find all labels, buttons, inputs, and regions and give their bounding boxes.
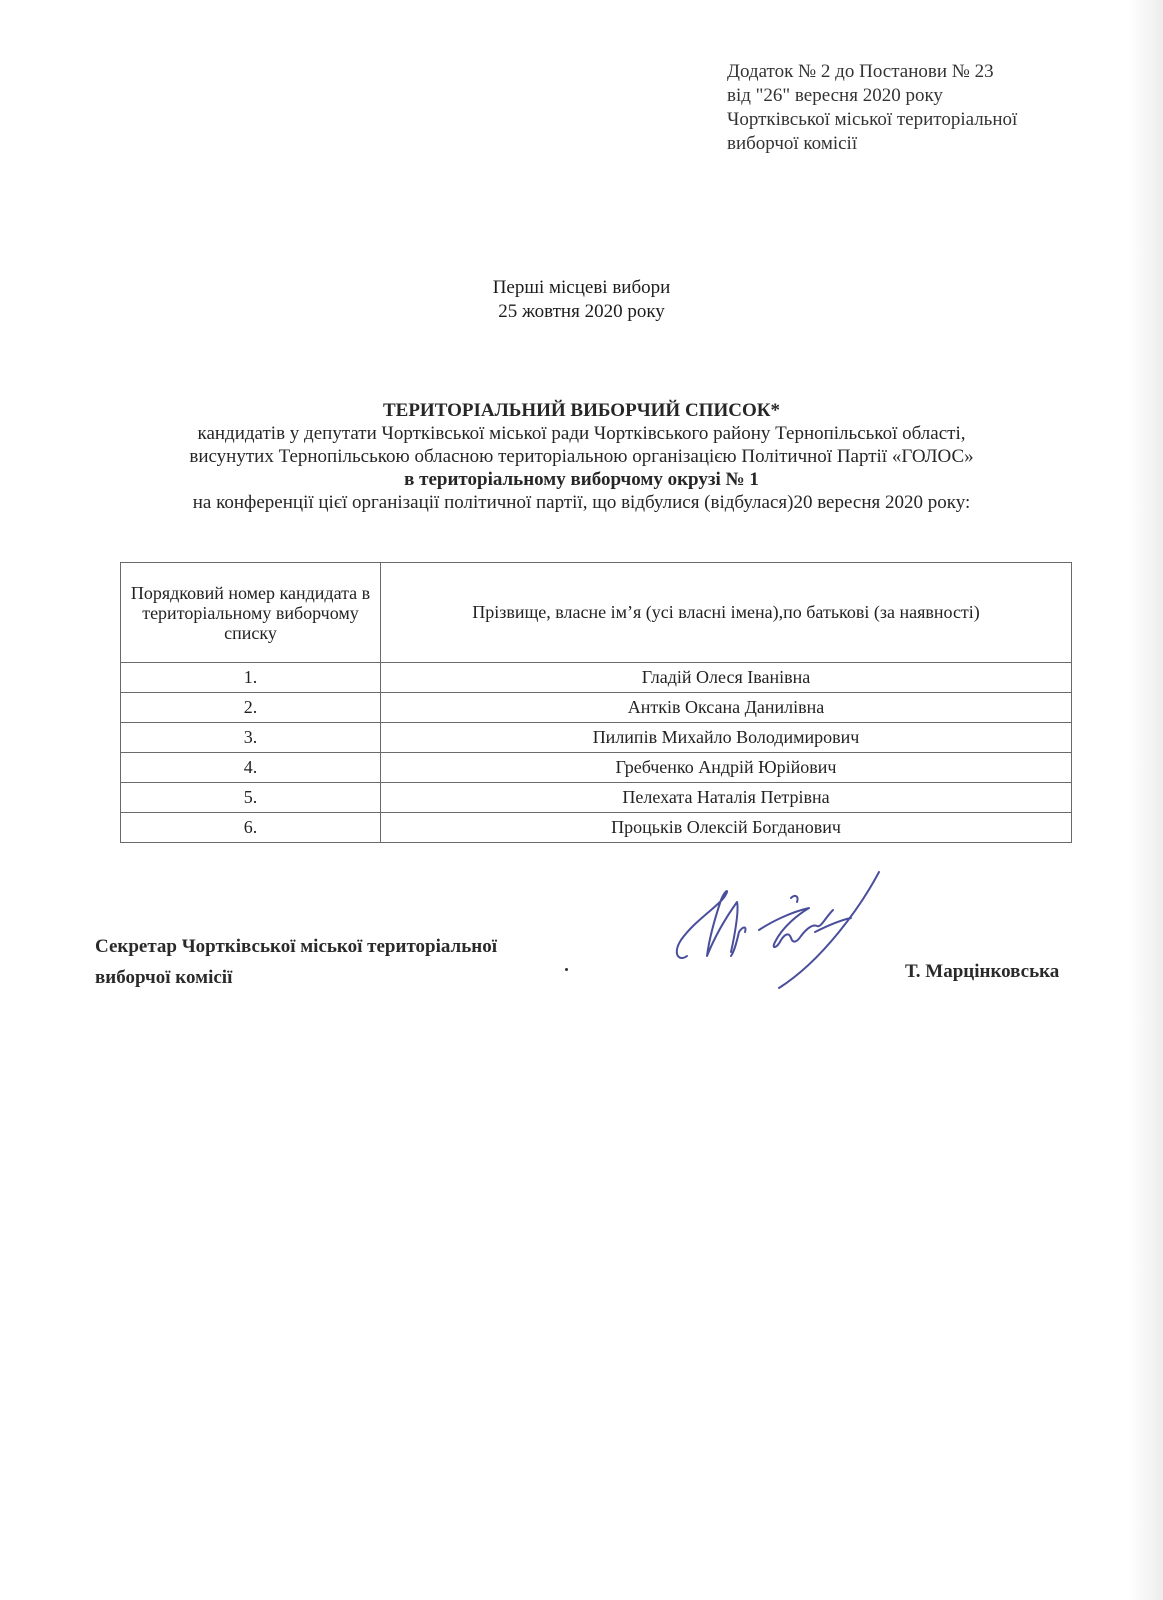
table-row (121, 663, 1072, 693)
secretary-line-2: виборчої комісії (95, 967, 233, 988)
row-number: 5. (121, 783, 381, 813)
candidate-table (120, 562, 1072, 843)
header-candidates-line: кандидатів у депутати Чортківської міської ради Чортківського району Тернопільської області, (197, 423, 966, 444)
candidate-name: Пелехата Наталія Петрівна (381, 783, 1072, 813)
header-conference-line: на конференції цієї організації політичної партії, що відбулися (відбулася)20 вересня 2020 року: (192, 492, 971, 513)
candidate-name: Процьків Олексій Богданович (381, 813, 1072, 843)
annex-line-1: Додаток № 2 до Постанови № 23 (727, 61, 994, 82)
signer-name: Т. Марцінковська (905, 961, 1060, 982)
secretary-line-1: Секретар Чортківської міської територіальної (95, 936, 497, 957)
table-header-row (121, 563, 1072, 663)
annex-line-4: виборчої комісії (727, 133, 858, 154)
table-row (121, 693, 1072, 723)
document-title: ТЕРИТОРІАЛЬНИЙ ВИБОРЧИЙ СПИСОК* (382, 400, 781, 421)
list-header (60, 399, 1103, 514)
row-number: 2. (121, 693, 381, 723)
election-heading (0, 276, 1163, 324)
table-row (121, 783, 1072, 813)
handwritten-signature (673, 870, 888, 990)
candidate-name: Антків Оксана Данилівна (381, 693, 1072, 723)
stray-dot (565, 968, 568, 971)
table-row (121, 723, 1072, 753)
row-number: 1. (121, 663, 381, 693)
annex-line-2: від "26" вересня 2020 року (727, 85, 943, 106)
row-number: 3. (121, 723, 381, 753)
column-header-name: Прізвище, власне ім’я (усі власні імена),по батькові (за наявності) (381, 563, 1072, 663)
annex-note (727, 60, 1017, 156)
row-number: 4. (121, 753, 381, 783)
secretary-title (95, 931, 497, 993)
column-header-number: Порядковий номер кандидата в територіальному виборчому списку (121, 563, 381, 663)
table-row (121, 813, 1072, 843)
election-name: Перші місцеві вибори (492, 277, 671, 298)
row-number: 6. (121, 813, 381, 843)
scan-edge-shadow (1129, 0, 1163, 1600)
header-nominated-line: висунутих Тернопільською обласною територіальною організацією Політичної Партії «ГОЛОС» (189, 446, 974, 467)
table-row (121, 753, 1072, 783)
annex-line-3: Чортківської міської територіальної (727, 109, 1018, 130)
header-district-line: в територіальному виборчому окрузі № 1 (404, 469, 759, 490)
candidate-name: Пилипів Михайло Володимирович (381, 723, 1072, 753)
candidate-name: Гладій Олеся Іванівна (381, 663, 1072, 693)
candidate-name: Гребченко Андрій Юрійович (381, 753, 1072, 783)
election-date: 25 жовтня 2020 року (498, 301, 665, 322)
